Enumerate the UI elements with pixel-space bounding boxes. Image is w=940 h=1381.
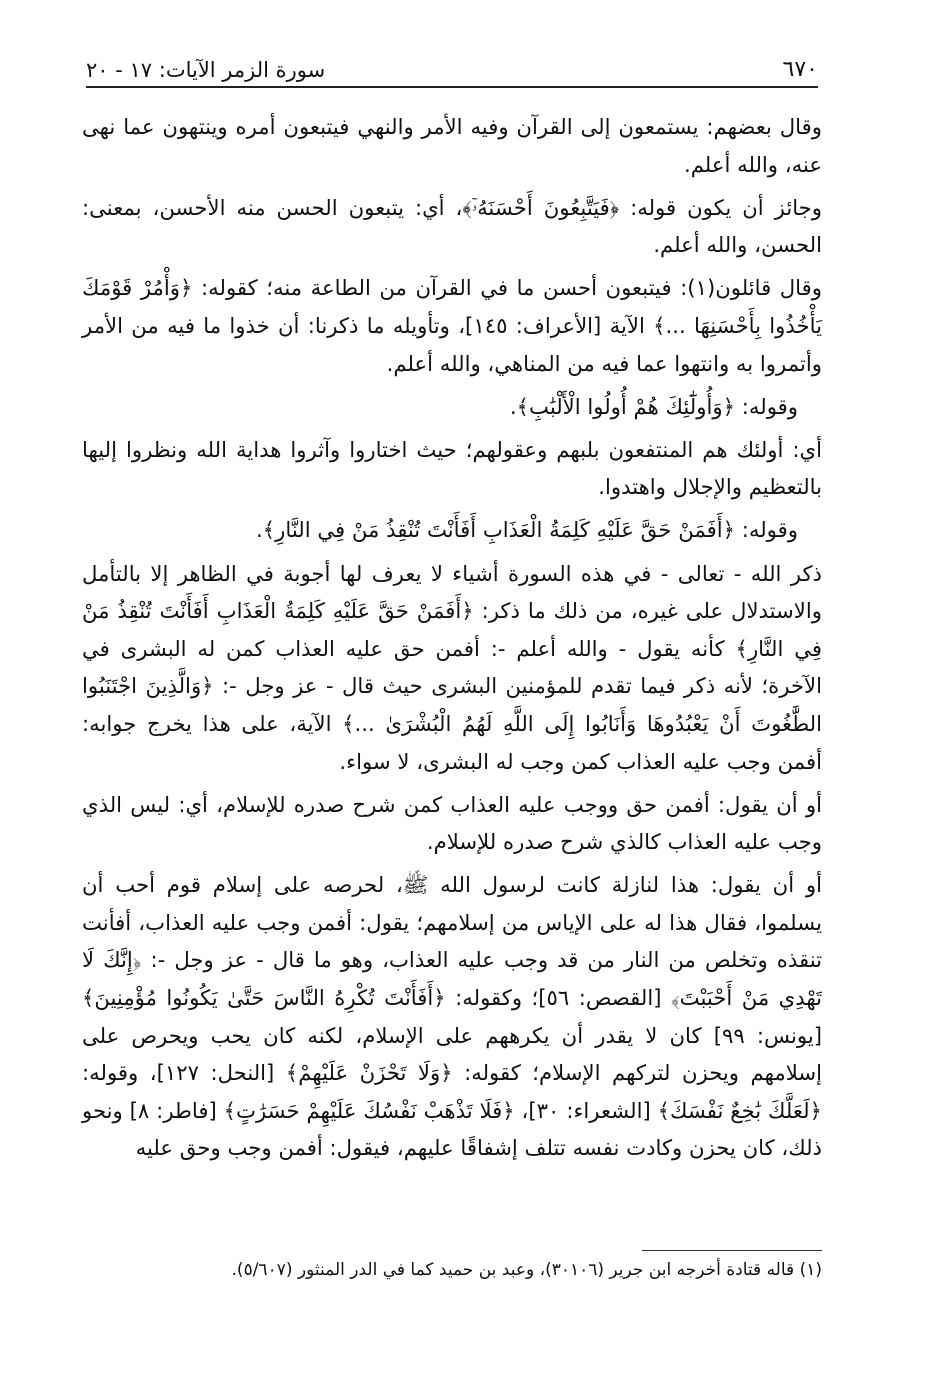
paragraph-9: أو أن يقول: هذا لنازلة كانت لرسول الله ﷺ، لحرصه على إسلام قوم أحب أن يسلموا، فقال هذا له على الإياس من إسلامهم؛ يقول: أفمن وجب عليه العذاب، أفأنت تنقذه وتخلص من النار من قد وجب عليه العذاب، وهو ما قال - عز وجل -: ﴿إِنَّكَ لَا تَهْدِي مَنْ أَحْبَبْتَ﴾ [القصص: ٥٦]؛ وكقوله: ﴿أَفَأَنْتَ تُكْرِهُ النَّاسَ حَتَّىٰ يَكُونُوا مُؤْمِنِينَ﴾ [يونس: ٩٩] كان لا يقدر أن يكرههم على الإسلام، لكنه كان يحب ويحرص على إسلامهم ويحزن لتركهم الإسلام؛ كقوله: ﴿وَلَا تَحْزَنْ عَلَيْهِمْ﴾ [النحل: ١٢٧]، وقوله: ﴿لَعَلَّكَ بَٰخِعٌ نَفْسَكَ﴾ [الشعراء: ٣٠]، ﴿فَلَا تَذْهَبْ نَفْسُكَ عَلَيْهِمْ حَسَرَٰتٍ﴾ [فاطر: ٨] ونحو ذلك، كان يحزن وكادت نفسه تتلف إشفاقًا عليهم، فيقول: أفمن وجب وحق عليه bbox=[82, 872, 822, 1161]
paragraph-7: ذكر الله - تعالى - في هذه السورة أشياء لا يعرف لها أجوبة في الظاهر إلا بالتأمل والاستدلال على غيره، من ذلك ما ذكر: ﴿أَفَمَنْ حَقَّ عَلَيْهِ كَلِمَةُ الْعَذَابِ أَفَأَنْتَ تُنْقِذُ مَنْ فِي النَّارِ﴾ كأنه يقول - والله أعلم -: أفمن حق عليه العذاب كمن له البشرى في الآخرة؛ لأنه ذكر فيما تقدم للمؤمنين البشرى حيث قال - عز وجل -: ﴿وَالَّذِينَ اجْتَنَبُوا الطَّٰغُوتَ أَنْ يَعْبُدُوهَا وَأَنَابُوا إِلَى اللَّهِ لَهُمُ الْبُشْرَىٰ ...﴾ الآية، على هذا يخرج جوابه: أفمن وجب عليه العذاب كمن وجب له البشرى، لا سواء. bbox=[82, 560, 822, 774]
paragraph-8: أو أن يقول: أفمن حق ووجب عليه العذاب كمن شرح صدره للإسلام، أي: ليس الذي وجب عليه العذاب كالذي شرح صدره للإسلام. bbox=[82, 791, 822, 855]
paragraph-5: أي: أولئك هم المنتفعون بلبهم وعقولهم؛ حيث اختاروا وآثروا هداية الله ونظروا إليها بالتعظيم والإجلال واهتدوا. bbox=[82, 436, 822, 500]
paragraph-2: وجائز أن يكون قوله: ﴿فَيَتَّبِعُونَ أَحْسَنَهُۥٓ﴾، أي: يتبعون الحسن منه الأحسن، بمعنى: الحسن، والله أعلم. bbox=[82, 194, 822, 258]
paragraph-1: وقال بعضهم: يستمعون إلى القرآن وفيه الأمر والنهي فيتبعون أمره وينتهون عما نهى عنه، والله أعلم. bbox=[82, 114, 822, 177]
surah-title: سورة الزمر الآيات: ١٧ - ٢٠ bbox=[86, 58, 326, 82]
main-text bbox=[82, 108, 822, 1173]
paragraph-6: وقوله: ﴿أَفَمَنْ حَقَّ عَلَيْهِ كَلِمَةُ الْعَذَابِ أَفَأَنْتَ تُنْقِذُ مَنْ فِي النَّارِ﴾. bbox=[256, 517, 798, 543]
paragraph-4: وقوله: ﴿وَأُولَٰٓئِكَ هُمْ أُولُوا الْأَلْبَٰبِ﴾. bbox=[509, 393, 798, 419]
paragraph-3: وقال قائلون(١): فيتبعون أحسن ما في القرآن من الطاعة منه؛ كقوله: ﴿وَأْمُرْ قَوْمَكَ يَأْخُذُوا بِأَحْسَنِهَا ...﴾ الآية [الأعراف: ١٤٥]، وتأويله ما ذكرنا: أن خذوا ما فيه من الأمر وأتمروا به وانتهوا عما فيه من المناهي، والله أعلم. bbox=[82, 275, 822, 376]
page-header bbox=[86, 52, 818, 88]
page-number: ٦٧٠ bbox=[782, 57, 818, 82]
footnote: (١) قاله قتادة أخرجه ابن جرير (٣٠١٠٦)، وعبد بن حميد كما في الدر المنثور (٥/٦٠٧). bbox=[231, 1260, 822, 1280]
footnote-divider bbox=[642, 1250, 822, 1251]
